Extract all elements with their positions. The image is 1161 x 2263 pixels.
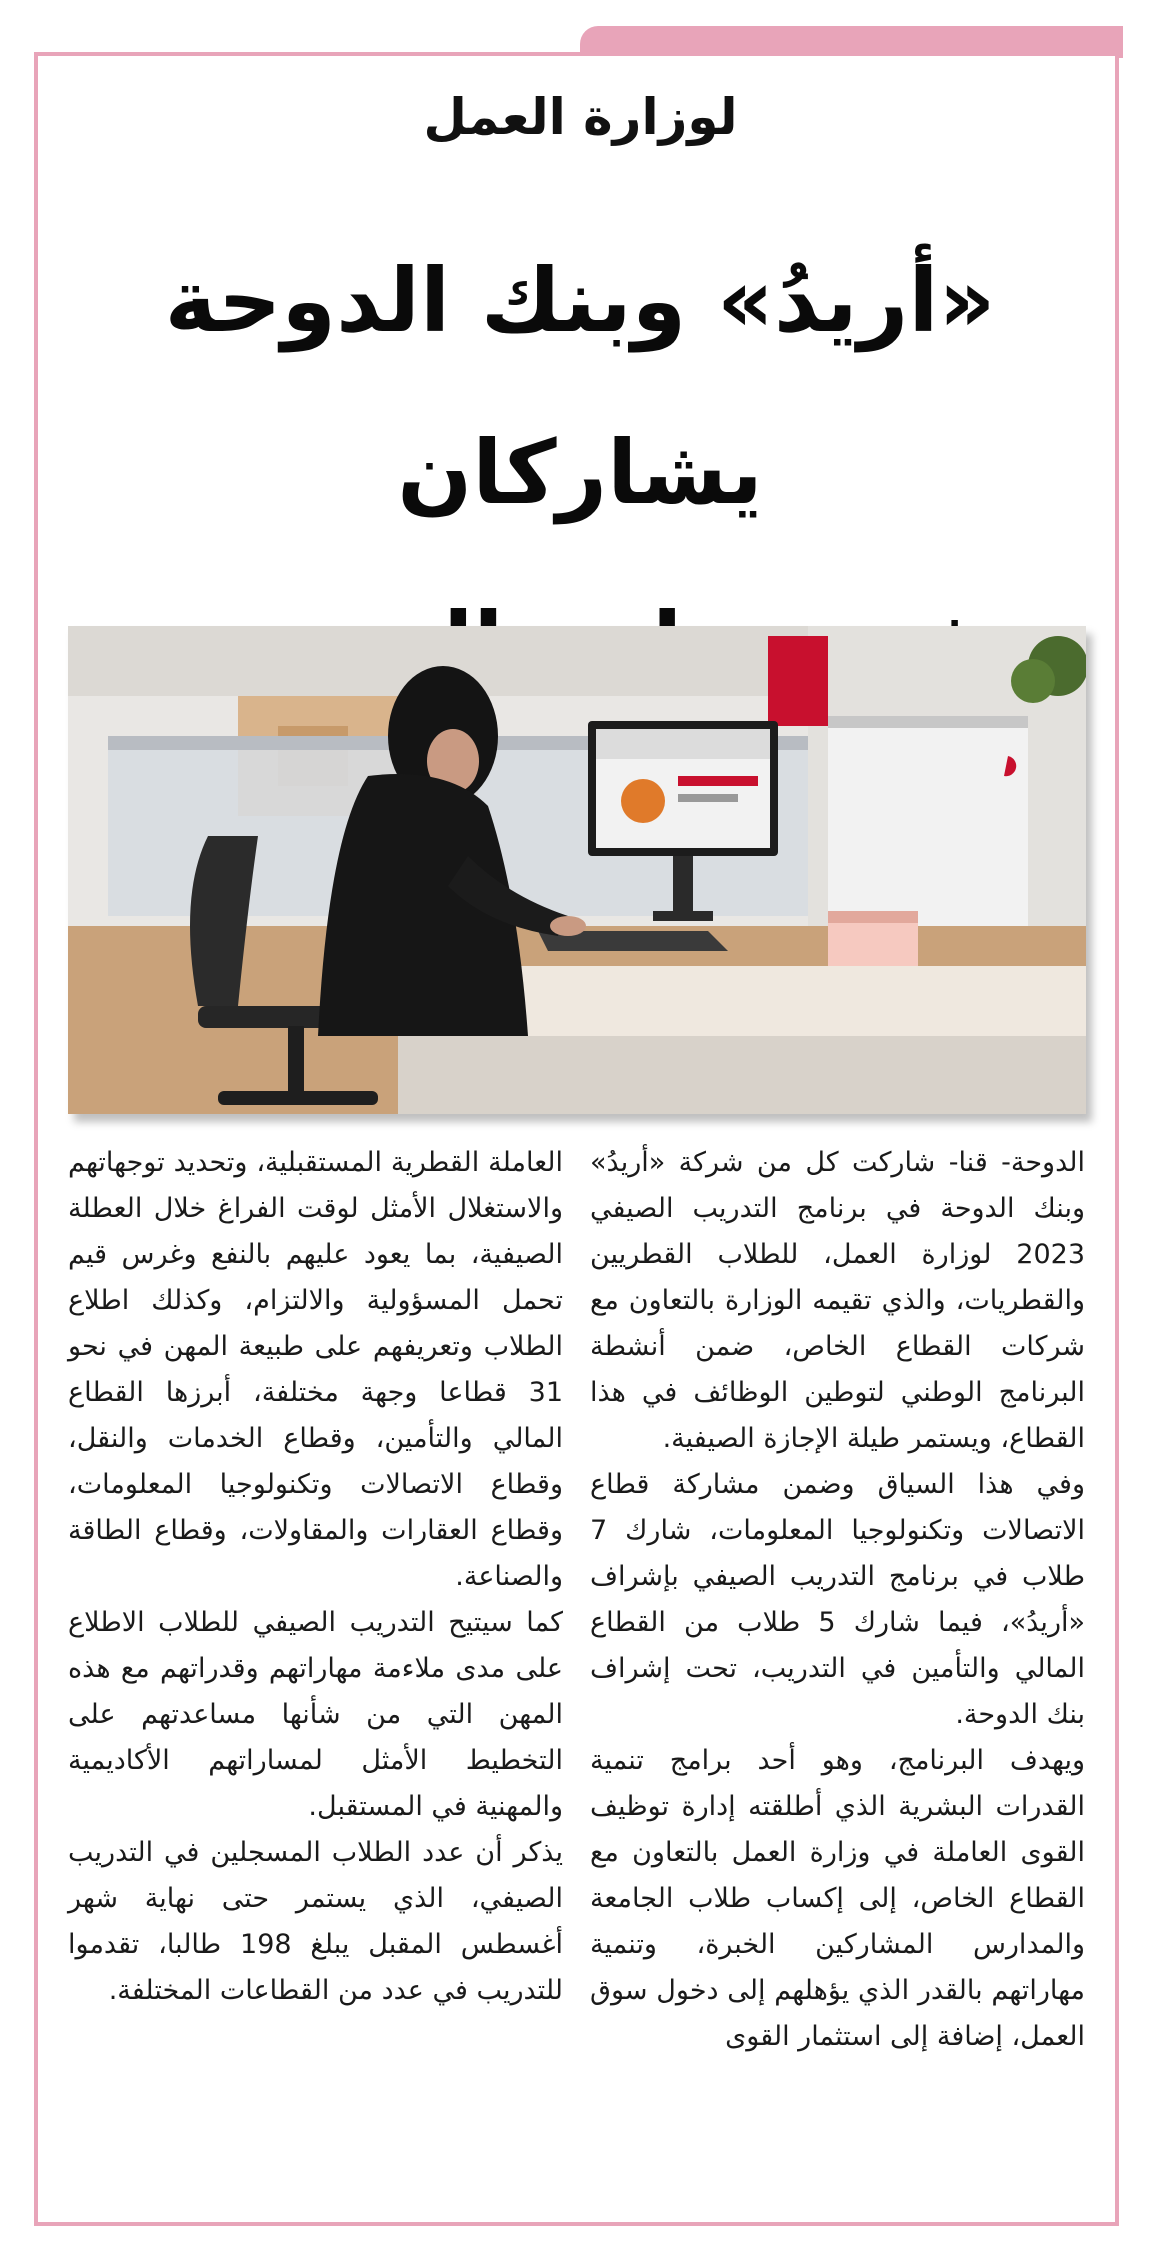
section-label: لوزارة العمل xyxy=(423,88,738,146)
article-column-left xyxy=(68,1140,563,2014)
article-column-right xyxy=(590,1140,1085,2060)
flag-shape xyxy=(768,636,828,726)
article-photo xyxy=(68,626,1086,1114)
paragraph: الدوحة- قنا- شاركت كل من شركة «أريدُ» وبنك الدوحة في برنامج التدريب الصيفي 2023 لوزارة العمل، للطلاب القطريين والقطريات، والذي تقيمه الوزارة بالتعاون مع شركات القطاع الخاص، ضمن أنشطة البرنامج الوطني لتوطين الوظائف في هذا القطاع، ويستمر طيلة الإجازة الصيفية. xyxy=(590,1147,1085,1454)
paragraph: ويهدف البرنامج، وهو أحد برامج تنمية القدرات البشرية الذي أطلقته إدارة توظيف القوى العاملة في وزارة العمل بالتعاون مع القطاع الخاص، إلى إكساب طلاب الجامعة والمدارس المشاركين الخبرة، وتنمية مهاراتهم بالقدر الذي يؤهلهم إلى دخول سوق العمل، إضافة إلى استثمار القوى xyxy=(590,1745,1085,2052)
paragraph: كما سيتيح التدريب الصيفي للطلاب الاطلاع على مدى ملاءمة مهاراتهم وقدراتهم مع هذه المهن التي من شأنها مساعدتهم على التخطيط الأمثل لمساراتهم الأكاديمية والمهنية في المستقبل. xyxy=(68,1607,563,1822)
office-scene-illustration xyxy=(68,626,1086,1114)
headline-line-1: «أريدُ» وبنك الدوحة يشاركان xyxy=(164,249,996,524)
paragraph: يذكر أن عدد الطلاب المسجلين في التدريب الصيفي، الذي يستمر حتى نهاية شهر أغسطس المقبل يبلغ 198 طالبا، تقدموا للتدريب في عدد من القطاعات المختلفة. xyxy=(68,1837,563,2006)
paragraph: العاملة القطرية المستقبلية، وتحديد توجهاتهم والاستغلال الأمثل لوقت الفراغ خلال العطلة الصيفية، بما يعود عليهم بالنفع وغرس قيم تحمل المسؤولية والالتزام، وكذلك اطلاع الطلاب وتعريفهم على طبيعة المهن في نحو 31 قطاعا وجهة مختلفة، أبرزها القطاع المالي والتأمين، وقطاع الخدمات والنقل، وقطاع الاتصالات وتكنولوجيا المعلومات، وقطاع العقارات والمقاولات، وقطاع الطاقة والصناعة. xyxy=(68,1147,563,1592)
paragraph: وفي هذا السياق وضمن مشاركة قطاع الاتصالات وتكنولوجيا المعلومات، شارك 7 طلاب في برنامج التدريب الصيفي بإشراف «أريدُ»، فيما شارك 5 طلاب من القطاع المالي والتأمين في التدريب، تحت إشراف بنك الدوحة. xyxy=(590,1469,1086,1730)
